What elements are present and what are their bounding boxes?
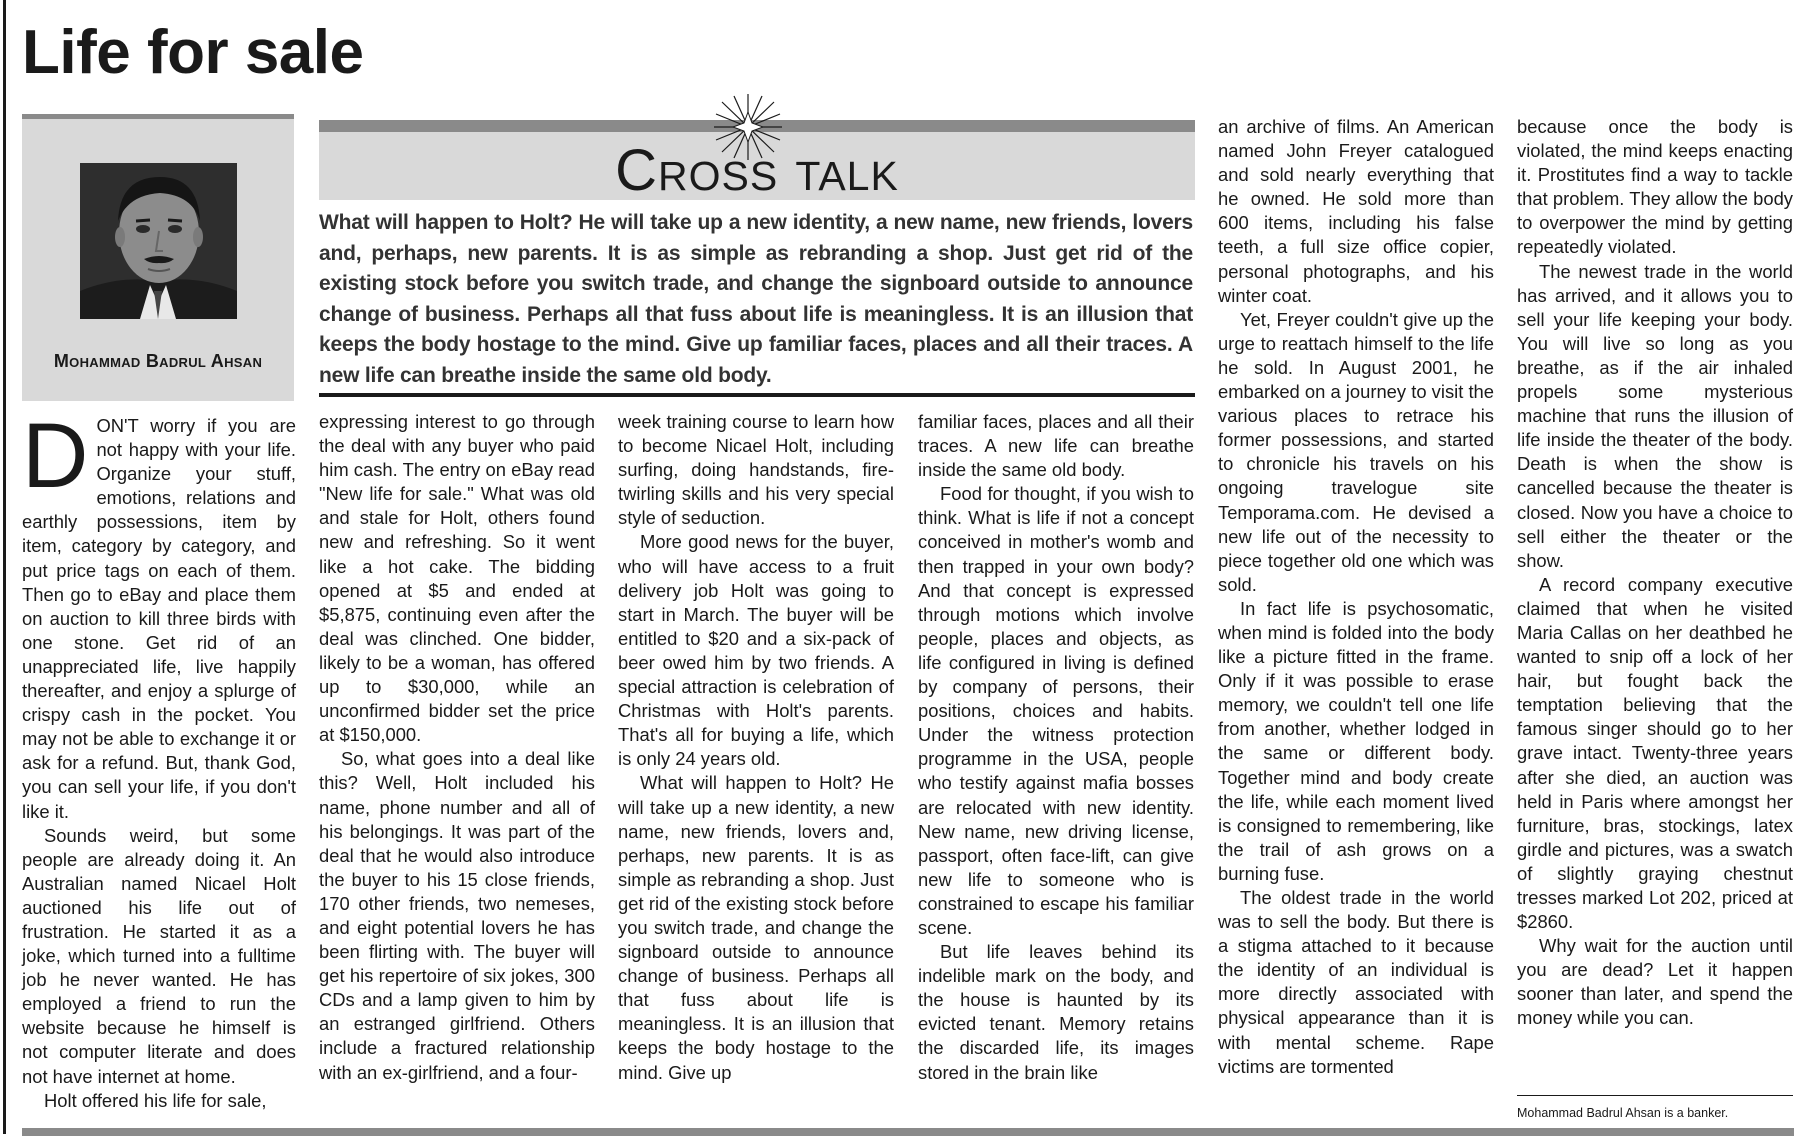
drop-cap: D <box>22 405 89 507</box>
bio-divider <box>1517 1095 1793 1096</box>
article-paragraph: What will happen to Holt? He will take up a new identity, a new name, new friends, lovers and, perhaps, new parents. It is as simple as rebranding a shop. Just get rid of the existing stock before you switch trade, and change the signboard outside to announce change of business. Perhaps all that fuss about life is meaningless. It is an illusion that keeps the body hostage to the mind. Give up <box>618 772 894 1083</box>
article-paragraph: Food for thought, if you wish to think. What is life if not a concept conceived in mother's womb and then trapped in your own body? And that concept is expressed through motions which involve people, places and objects, as life configured in living is defined by company of persons, their positions, choices and habits. Under the witness protection programme in the USA, people who testify against mafia bosses are relocated with new identity. New name, new driving license, passport, often face-lift, can give new life to someone who is constrained to escape his familiar scene. <box>918 483 1194 938</box>
article-column-6 <box>1517 115 1793 1031</box>
left-border-rule <box>3 0 6 1134</box>
article-paragraph: an archive of films. An American named John Freyer catalogued and sold nearly everything that he owned. He sold more than 600 items, including his false teeth, a full size office copier, personal photographs, and his winter coat. <box>1218 116 1494 306</box>
article-paragraph: Yet, Freyer couldn't give up the urge to reattach himself to the life he sold. In August 2001, he embarked on a journey to visit the various places to retrace his former possessions, and started to chronicle his travels on his ongoing travelogue site Temporama.com. He devised a new life out of the necessity to piece together old one which was sold. <box>1218 308 1495 595</box>
article-paragraph: Sounds weird, but some people are already doing it. An Australian named Nicael Holt auctioned his life out of frustration. He started it as a joke, which turned into a fulltime job he never wanted. He has employed a friend to run the website because he himself is not computer literate and does not have internet at home. <box>22 824 296 1087</box>
article-column-4 <box>918 410 1194 1085</box>
article-paragraph: But life leaves behind its indelible mark on the body, and the house is haunted by its evicted tenant. Memory retains the discarded life, its images stored in the brain like <box>918 941 1194 1083</box>
article-column-3 <box>618 410 894 1085</box>
author-byline: Mohammad Badrul Ahsan <box>53 351 263 371</box>
article-paragraph: because once the body is violated, the mind keeps enacting it. Prostitutes find a way to tackle that problem. They allow the body to overpower the mind by getting repeatedly violated. <box>1517 116 1793 258</box>
author-bio: Mohammad Badrul Ahsan is a banker. <box>1517 1106 1729 1120</box>
article-paragraph: Why wait for the auction until you are dead? Let it happen sooner than later, and spend the money while you can. <box>1517 935 1793 1029</box>
cross-talk-title: Cross talk <box>615 138 899 203</box>
article-paragraph: DON'T worry if you are not happy with your life. Organize your stuff, emotions, relations and earthly possessions, item by item, category by category, and put price tags on each of them. Then go to eBay and place them on auction to kill three birds with one stone. Get rid of an unappreciated life, live happily thereafter, and enjoy a splurge of crispy cash in the pocket. You may not be able to exchange it or ask for a refund. But, thank God, you can sell your life, if you don't like it. <box>22 405 296 822</box>
author-box <box>22 114 294 401</box>
article-paragraph: Holt offered his life for sale, <box>44 1089 267 1111</box>
bottom-rule <box>22 1128 1794 1136</box>
article-paragraph: So, what goes into a deal like this? Well, Holt included his name, phone number and all of his belongings. It was part of the deal that he would also introduce the buyer to his 15 close friends, 170 other friends, two nemeses, and eight potential lovers he has been flirting with. The buyer will get his repertoire of six jokes, 300 CDs and a lamp given to him by an estranged girlfriend. Others include a fractured relationship with an ex-girlfriend, and a four- <box>319 748 595 1083</box>
cross-talk-pullquote: What will happen to Holt? He will take up a new identity, a new name, new friends, lovers and, perhaps, new parents. It is as simple as rebranding a shop. Just get rid of the existing stock before you switch trade, and change the signboard outside to announce change of business. Perhaps all that fuss about life is meaningless. It is an illusion that keeps the body hostage to the mind. Give up familiar faces, places and all their traces. A new life can breathe inside the same old body. <box>319 211 1193 387</box>
article-paragraph: More good news for the buyer, who will have access to a fruit delivery job Holt was going to start in March. The buyer will be entitled to $20 and a six-pack of beer owed him by two friends. A special attraction is celebration of Christmas with Holt's parents. That's all for buying a life, which is only 24 years old. <box>618 531 894 770</box>
article-paragraph: expressing interest to go through the deal with any buyer who paid him cash. The entry on eBay read "New life for sale." What was old and stale for Holt, others found new and refreshing. So it went like a hot cake. The bidding opened at $5 and ended at $5,875, continuing even after the deal was clinched. One bidder, likely to be a woman, has offered up to $30,000, while an unconfirmed bidder set the price at $150,000. <box>319 411 595 746</box>
headline: Life for sale <box>22 18 364 87</box>
article-paragraph: familiar faces, places and all their traces. A new life can breathe inside the same old body. <box>918 411 1194 481</box>
article-column-1 <box>22 405 296 1113</box>
article-paragraph: In fact life is psychosomatic, when mind is folded into the body like a picture fitted in the frame. Only if it was possible to erase memory, we couldn't tell one life from another, whether lodged in the same or different body. Together mind and body create the life, while each moment lived is consigned to remembering, like the trail of ash grows on a burning fuse. <box>1218 597 1494 884</box>
article-column-2 <box>319 410 595 1085</box>
article-column-5 <box>1218 115 1494 1079</box>
article-paragraph: A record company executive claimed that when he visited Maria Callas on her deathbed he wanted to snip off a lock of her hair, but fought back the temptation believing that the famous singer should go to her grave intact. Twenty-three years after she died, an auction was held in Paris where amongst her furniture, bras, stockings, latex girdle and pictures, was a swatch of slightly graying chestnut tresses marked Lot 202, priced at $2860. <box>1517 573 1793 933</box>
article-paragraph: The newest trade in the world has arrived, and it allows you to sell your life keeping your body. You will live so long as you breathe, as if the air inhaled propels some mysterious machine that runs the illusion of life inside the theater of the body. Death is when the show is cancelled because the theater is closed. Now you have a choice to sell either the theater or the show. <box>1517 260 1793 571</box>
author-portrait <box>80 163 237 319</box>
cross-talk-divider <box>319 393 1195 397</box>
article-paragraph: week training course to learn how to become Nicael Holt, including surfing, doing handstands, fire-twirling skills and his very special style of seduction. <box>618 411 894 529</box>
article-paragraph: The oldest trade in the world was to sell the body. But there is a stigma attached to it because the identity of an individual is more directly associated with physical appearance than it is with mental scheme. Rape victims are tormented <box>1218 887 1494 1077</box>
